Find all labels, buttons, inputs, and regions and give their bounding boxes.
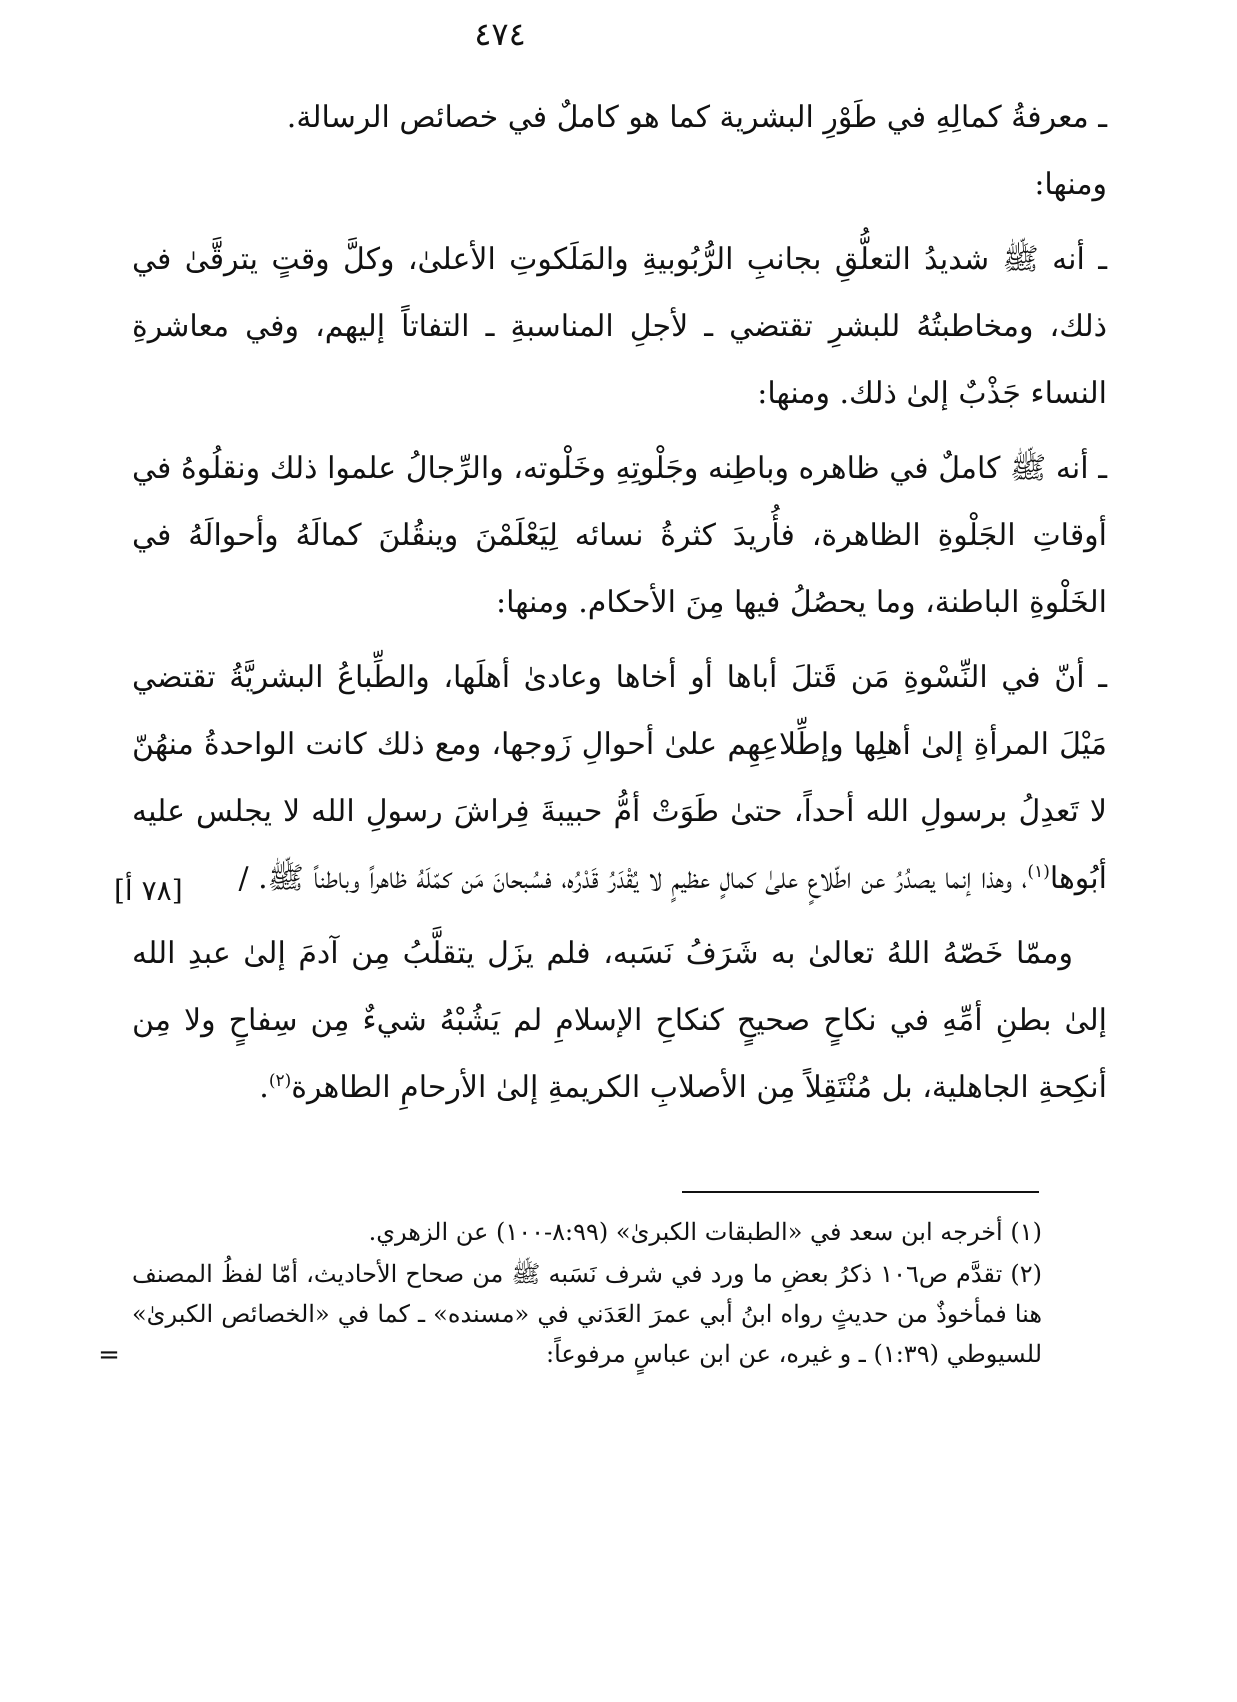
paragraph-attachment-lordship: ـ أنه ﷺ شديدُ التعلُّقِ بجانبِ الرُّبُوبيةِ والمَلَكوتِ الأعلىٰ، وكلَّ وقتٍ يترقَّىٰ في ذلك، ومخاطبتُهُ للبشرِ تقتضي ـ لأجلِ المناسبةِ ـ التفاتاً إليهم، وفي معاشرةِ النساء جَذْبٌ إلىٰ ذلك. ومنها: — [132, 242, 1107, 411]
footnote-divider — [682, 1191, 1039, 1193]
footnote-text: أخرجه ابن سعد في «الطبقات الكبرىٰ» (٨:٩٩-١٠٠) عن الزهري. — [368, 1218, 1003, 1246]
paragraph-inner-outer-perfection: ـ أنه ﷺ كاملٌ في ظاهره وباطِنه وجَلْوتِهِ وخَلْوته، والرِّجالُ علموا ذلك ونقلُوهُ في أوقاتِ الجَلْوةِ الظاهرة، فأُريدَ كثرةُ نسائه لِيَعْلَمْنَ وينقُلنَ كمالَهُ وأحوالَهُ في الخَلْوةِ الباطنة، وما يحصُلُ فيها مِنَ الأحكام. ومنها: — [132, 451, 1107, 620]
paragraph-noble-lineage — [132, 920, 1107, 1121]
paragraph-wives-devotion — [132, 644, 1107, 912]
paragraph-and-among-them: ومنها: — [1034, 167, 1107, 202]
footnote-2 — [132, 1254, 1042, 1374]
footnote-number: (١) — [1010, 1218, 1042, 1246]
footnotes — [132, 1212, 1042, 1376]
main-text — [132, 84, 1107, 1121]
footnote-continuation-mark: = — [98, 1340, 120, 1370]
paragraph-noble-lineage-end: . — [259, 1070, 269, 1105]
paragraph-perfection-human-nature: ـ معرفةُ كمالِهِ في طَوْرِ البشرية كما هو كاملٌ في خصائص الرسالة. — [286, 100, 1107, 135]
page-number: ٤٧٤ — [474, 15, 526, 53]
paragraph-wives-devotion-end: ، وهذا إنما يصدُرُ عن اطّلاعٍ علىٰ كمالٍ عظيمٍ لا يُقْدَرُ قَدْرُه، فسُبحانَ مَن كمّلَهُ ظاهراً وباطناً ﷺ. / — [238, 861, 1028, 896]
footnote-ref-2: (٢) — [268, 1071, 292, 1091]
footnote-1 — [132, 1212, 1042, 1252]
paragraph-wives-devotion-text: ـ أنّ في النِّسْوةِ مَن قَتلَ أباها أو أخاها وعادىٰ أهلَها، والطِّباعُ البشريَّةُ تقتضي مَيْلَ المرأةِ إلىٰ أهلِها وإطِّلاعِهِم علىٰ أحوالِ زَوجها، ومع ذلك كانت الواحدةُ منهُنّ لا تَعدِلُ برسولِ الله أحداً، حتىٰ طَوَتْ أمُّ حبيبةَ فِراشَ رسولِ الله لا يجلس عليه أبُوها — [132, 660, 1107, 896]
footnote-number: (٢) — [1010, 1260, 1043, 1288]
footnote-text: تقدَّم ص١٠٦ ذكرُ بعضِ ما ورد في شرف نَسَبه ﷺ من صحاح الأحاديث، أمّا لفظُ المصنف هنا فمأخوذٌ من حديثٍ رواه ابنُ أبي عمرَ العَدَني في «مسنده» ـ كما في «الخصائص الكبرىٰ» للسيوطي (١:٣٩) ـ و غيره، عن ابن عباسٍ مرفوعاً: — [132, 1260, 1042, 1368]
paragraph-noble-lineage-text: وممّا خَصّهُ اللهُ تعالىٰ به شَرَفُ نَسَبه، فلم يزَل يتقلَّبُ مِن آدمَ إلىٰ عبدِ الله إلىٰ بطنِ أمِّهِ في نكاحٍ صحيحٍ كنكاحِ الإسلامِ لم يَشُبْهُ شيءٌ مِن سِفاحٍ ولا مِن أنكِحةِ الجاهلية، بل مُنْتَقِلاً مِن الأصلابِ الكريمةِ إلىٰ الأرحامِ الطاهرة — [132, 936, 1107, 1105]
manuscript-folio-reference: [٧٨ أ] — [114, 874, 183, 907]
footnote-ref-1: (١) — [1027, 862, 1050, 882]
